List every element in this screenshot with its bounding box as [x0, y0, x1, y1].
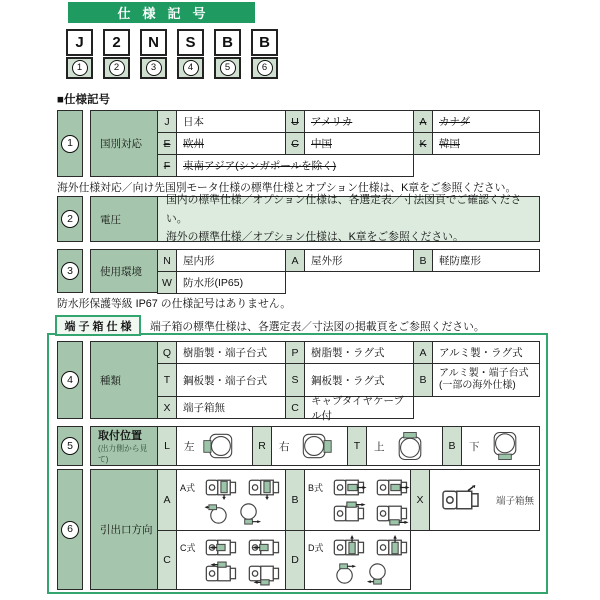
env-name: 防水形(IP65): [183, 277, 244, 289]
motor-outlet-up-icon: [332, 535, 370, 560]
motor-front-outlet-right-icon: [332, 561, 359, 586]
terminal-box-section-label-text: 端子箱仕様: [64, 320, 135, 333]
mount-code-cell: [252, 426, 272, 466]
env-code-cell: [413, 249, 433, 272]
motor-outlet-left-icon: [247, 535, 285, 560]
spec-code-letter: B: [222, 34, 233, 51]
position-number-box-4: [177, 57, 204, 79]
country-code-cell: [285, 132, 305, 155]
spec-code-letter: 2: [112, 34, 121, 51]
spec-code-letter: B: [259, 34, 270, 51]
env-name: 軽防塵形: [439, 255, 481, 267]
circled-number: 6: [61, 521, 79, 539]
country-code-cell: [413, 132, 433, 155]
country-name: 中国: [311, 138, 332, 150]
code-letter: L: [164, 440, 170, 452]
motor-outlet-right-icon: [332, 475, 370, 500]
env-desc-cell: [304, 249, 414, 272]
spec-code-box-1: [66, 29, 93, 56]
circled-number: 1: [61, 135, 79, 153]
row6-number-cell: [57, 469, 83, 590]
country-desc-cell: [432, 132, 540, 155]
mount-code-cell: [347, 426, 367, 466]
env-name: 屋内形: [183, 255, 215, 267]
outlet-x-diagram-cell: [429, 469, 540, 531]
country-desc-cell: [432, 110, 540, 133]
circled-number: 5: [220, 60, 236, 76]
spec-code-box-3: [140, 29, 167, 56]
row5-label-cell: [90, 426, 158, 466]
code-letter: D: [291, 554, 299, 566]
type-code-cell: [285, 341, 305, 364]
code-letter: A: [291, 254, 299, 267]
country-code-cell: [157, 110, 177, 133]
row4-number-cell: [57, 341, 83, 419]
row1-label-cell: [90, 110, 158, 177]
outlet-style-label: B式: [308, 482, 324, 493]
row6-label: 引出口方向: [100, 524, 153, 536]
row1-note: 海外仕様対応／向け先国別モータ仕様の標準仕様とオプション仕様は、K章をご参照ください。: [57, 182, 517, 194]
motor-mount-left-icon: [202, 431, 238, 461]
type-desc-cell: [176, 341, 286, 364]
country-code-cell: [157, 132, 177, 155]
country-name: 東南アジア(シンガポールを除く): [183, 160, 337, 172]
outlet-code-cell: [410, 469, 430, 531]
mount-code-cell: [157, 426, 177, 466]
row5-number-cell: [57, 426, 83, 466]
country-code-cell: [157, 154, 177, 177]
code-letter: B: [448, 440, 456, 452]
spec-code-letter: S: [185, 34, 196, 51]
row4-label: 種類: [100, 374, 121, 387]
motor-outlet-up-icon: [375, 535, 413, 560]
env-desc-cell: [432, 249, 540, 272]
spec-code-letter: N: [148, 34, 159, 51]
no-terminal-box-label: 端子箱無: [496, 496, 535, 507]
country-desc-cell: [304, 110, 414, 133]
code-letter: Q: [162, 346, 172, 359]
position-number-box-1: [66, 57, 93, 79]
circled-number: 3: [61, 262, 79, 280]
env-code-cell: [285, 249, 305, 272]
row3-label-cell: [90, 249, 158, 293]
code-letter: U: [291, 115, 299, 128]
country-name: カナダ: [439, 116, 470, 128]
code-letter: S: [291, 374, 299, 386]
code-letter: E: [163, 137, 171, 150]
type-desc-cell: [176, 363, 286, 397]
type-name-note: (一部の海外仕様): [439, 380, 516, 391]
circled-number: 1: [72, 60, 88, 76]
voltage-note-line1: 国内の標準仕様／オプション仕様は、各選定表／寸法図頁でご確認ください。: [166, 193, 522, 225]
code-letter: C: [163, 554, 171, 566]
outlet-code-cell: [157, 469, 177, 531]
spec-code-box-4: [177, 29, 204, 56]
type-code-cell: [413, 363, 433, 397]
motor-outlet-top-right-icon: [332, 501, 370, 526]
row3-note: 防水形保護等級 IP67 の仕様記号はありません。: [57, 298, 291, 310]
spec-code-box-5: [214, 29, 241, 56]
code-letter: B: [291, 494, 299, 506]
motor-front-outlet-left-icon: [364, 561, 391, 586]
position-number-box-2: [103, 57, 130, 79]
code-letter: J: [164, 115, 170, 128]
motor-outlet-right-icon: [375, 475, 413, 500]
code-letter: P: [291, 346, 299, 359]
outlet-d-diagram-cell: [304, 530, 411, 590]
type-name: 端子箱無: [183, 402, 225, 414]
env-name: 屋外形: [311, 255, 343, 267]
code-letter: T: [353, 440, 361, 452]
country-desc-cell: [176, 154, 414, 177]
country-desc-cell: [304, 132, 414, 155]
circled-number: 3: [146, 60, 162, 76]
outlet-style-label: C式: [180, 542, 196, 553]
outlet-style-label: D式: [308, 542, 324, 553]
code-letter: A: [163, 494, 171, 506]
code-letter: T: [163, 374, 171, 386]
country-desc-cell: [176, 110, 286, 133]
motor-mount-right-icon: [297, 431, 333, 461]
mount-desc-cell: [176, 426, 253, 466]
terminal-box-section-label: [55, 315, 141, 336]
position-number-box-3: [140, 57, 167, 79]
code-letter: N: [163, 254, 171, 267]
code-letter: F: [163, 159, 171, 172]
motor-mount-top-icon: [392, 431, 428, 461]
outlet-code-cell: [285, 469, 305, 531]
type-code-cell: [157, 363, 177, 397]
motor-outlet-bottom-right-icon: [375, 501, 413, 526]
env-desc-cell: [176, 249, 286, 272]
country-desc-cell: [176, 132, 286, 155]
country-name: 欧州: [183, 138, 204, 150]
terminal-box-section-note: 端子箱の標準仕様は、各選定表／寸法図の掲載頁をご参照ください。: [150, 321, 485, 333]
type-name: 樹脂製・ラグ式: [311, 347, 385, 359]
type-desc-cell: [304, 341, 414, 364]
spec-code-title-bar: [68, 2, 255, 23]
type-name: 鋼板製・端子台式: [183, 374, 267, 387]
type-code-cell: [285, 396, 305, 419]
type-name: 鋼板製・ラグ式: [311, 374, 385, 387]
row5-label: 取付位置: [98, 430, 142, 442]
type-desc-cell: [432, 341, 540, 364]
circled-number: 4: [183, 60, 199, 76]
code-letter: C: [291, 137, 299, 150]
type-name: キャブタイヤケーブル付: [311, 394, 405, 422]
mount-desc-cell: [366, 426, 443, 466]
motor-outlet-down-icon: [204, 475, 242, 500]
code-letter: A: [419, 346, 427, 359]
row3-label: 使用環境: [100, 265, 142, 278]
type-name: アルミ製・端子台式: [439, 367, 529, 379]
outlet-code-cell: [157, 530, 177, 590]
motor-no-terminal-box-icon: [440, 485, 486, 515]
code-letter: B: [419, 374, 427, 386]
country-code-cell: [413, 110, 433, 133]
row1-number-cell: [57, 110, 83, 177]
code-letter: X: [416, 494, 424, 506]
type-code-cell: [413, 341, 433, 364]
position-number-box-6: [251, 57, 278, 79]
mount-name: 右: [279, 440, 290, 453]
code-letter: K: [419, 137, 427, 150]
row2-label-cell: [90, 196, 158, 242]
type-desc-cell: [432, 363, 540, 397]
motor-front-outlet-left-icon: [204, 501, 231, 526]
mount-name: 左: [184, 440, 195, 453]
voltage-note-line2: 海外の標準仕様／オプション仕様は、K章をご参照ください。: [166, 231, 464, 244]
row2-content-cell: [157, 193, 540, 244]
circled-number: 5: [61, 437, 79, 455]
outlet-style-label: A式: [180, 482, 196, 493]
row6-label-cell: [90, 469, 158, 590]
outlet-a-diagram-cell: [176, 469, 286, 531]
motor-outlet-left-icon: [204, 535, 242, 560]
motor-outlet-bottom-left-icon: [247, 561, 285, 586]
position-number-box-5: [214, 57, 241, 79]
row3-number-cell: [57, 249, 83, 293]
spec-code-box-2: [103, 29, 130, 56]
circled-number: 6: [257, 60, 273, 76]
row1-label: 国別対応: [100, 138, 142, 150]
mount-desc-cell: [271, 426, 348, 466]
country-name: アメリカ: [311, 116, 353, 128]
env-code-cell: [157, 249, 177, 272]
row2-number-cell: [57, 196, 83, 242]
outlet-c-diagram-cell: [176, 530, 286, 590]
row4-label-cell: [90, 341, 158, 419]
country-code-cell: [285, 110, 305, 133]
motor-outlet-down-icon: [247, 475, 285, 500]
env-code-cell: [157, 271, 177, 294]
circled-number: 2: [109, 60, 125, 76]
type-name: 樹脂製・端子台式: [183, 347, 267, 359]
code-letter: C: [291, 401, 299, 414]
mount-code-cell: [442, 426, 462, 466]
motor-outlet-top-left-icon: [204, 561, 242, 586]
page-title: 仕様記号: [117, 6, 218, 21]
row2-label: 電圧: [100, 213, 121, 226]
code-letter: W: [162, 276, 172, 289]
spec-code-box-6: [251, 29, 278, 56]
code-letter: R: [258, 440, 266, 452]
section-heading: ■仕様記号: [57, 94, 110, 106]
mount-desc-cell: [461, 426, 540, 466]
code-letter: B: [419, 254, 427, 267]
country-name: 韓国: [439, 138, 460, 150]
circled-number: 4: [61, 371, 79, 389]
type-code-cell: [157, 341, 177, 364]
spec-code-letter: J: [75, 34, 84, 51]
country-name: 日本: [183, 116, 204, 128]
mount-name: 下: [469, 440, 480, 453]
type-desc-cell: [176, 396, 286, 419]
motor-mount-bottom-icon: [487, 431, 523, 461]
type-code-cell: [285, 363, 305, 397]
code-letter: X: [163, 401, 171, 414]
row5-sublabel: (出力側から見て): [98, 444, 148, 464]
type-code-cell: [157, 396, 177, 419]
motor-front-outlet-right-icon: [236, 501, 263, 526]
mount-name: 上: [374, 440, 385, 453]
code-letter: A: [419, 115, 427, 128]
type-desc-cell: [304, 394, 414, 422]
outlet-code-cell: [285, 530, 305, 590]
type-name: アルミ製・ラグ式: [439, 347, 523, 359]
outlet-b-diagram-cell: [304, 469, 411, 531]
env-desc-cell: [176, 271, 286, 294]
circled-number: 2: [61, 210, 79, 228]
